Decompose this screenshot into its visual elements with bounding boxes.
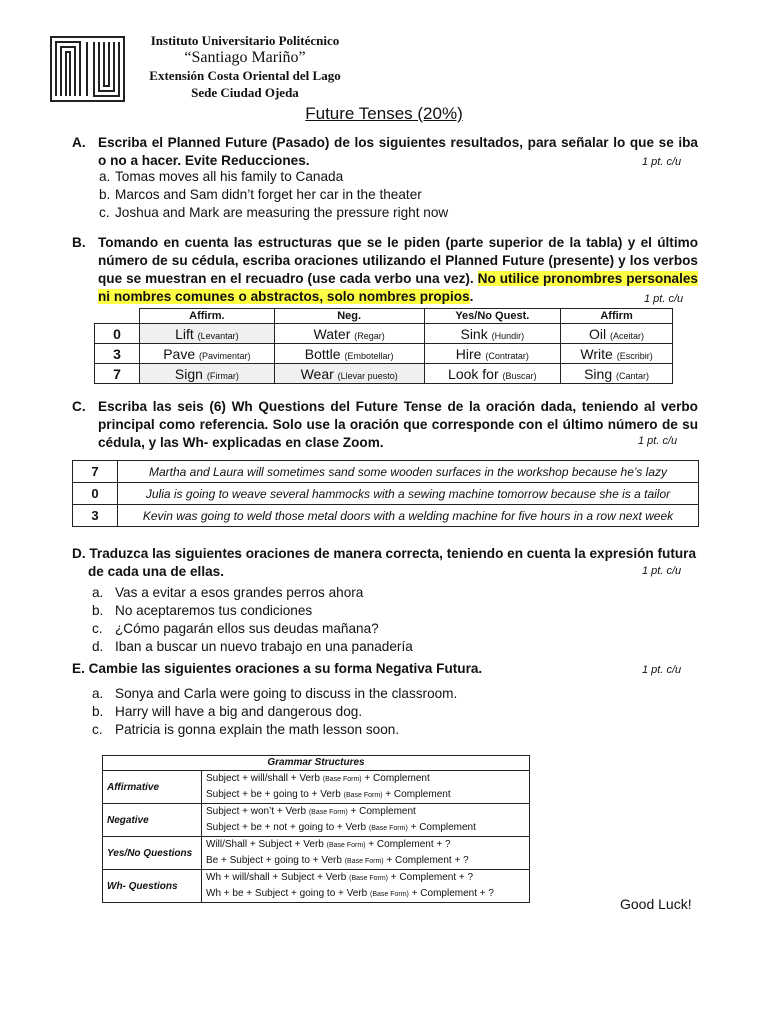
section-e-points: 1 pt. c/u [642,664,682,676]
table-row: 7 Sign (Firmar) Wear (Llevar puesto) Look for (Buscar) Sing (Cantar) [95,364,673,384]
section-a-points: 1 pt. c/u [642,156,682,168]
section-b-highlight: No utilice pronombres personales ni nombres comunes o abstractos, solo nombres propios [98,271,698,304]
section-e-items [92,685,457,739]
table-row: Wh- Questions Wh + will/shall + Subject + Verb (Base Form) + Complement + ? Wh + be + Subject + going to + Verb (Base Form) + Complement + ? [103,870,530,903]
list-item: d. Iban a buscar un nuevo trabajo en una panadería [92,639,413,654]
list-item: b. Harry will have a big and dangerous dog. [92,704,363,719]
institution-campus: Sede Ciudad Ojeda [191,85,299,100]
section-b-points: 1 pt. c/u [644,293,684,305]
table-row: 0 Julia is going to weave several hammocks with a sewing machine tomorrow because she is a tailor [73,483,699,505]
section-a-items [99,168,448,222]
section-d-points: 1 pt. c/u [642,565,682,577]
section-a-letter: A. [72,135,86,150]
table-row: 3 Kevin was going to weld those metal doors with a welding machine for five hours in a row next week [73,505,699,527]
section-e-instruction [72,660,698,678]
section-e-text: E. Cambie las siguientes oraciones a su forma Negativa Futura. [72,661,483,676]
section-a-text: Escriba el Planned Future (Pasado) de los siguientes resultados, para señalar lo que se iba o no a hacer. Evite Reducciones. [98,135,698,168]
list-item: b. No aceptaremos tus condiciones [92,603,313,618]
list-item: a. Tomas moves all his family to Canada [99,169,344,184]
list-item: c. ¿Cómo pagarán ellos sus deudas mañana? [92,621,379,636]
section-d-instruction [72,545,698,581]
institution-name: Instituto Universitario Politécnico [150,33,340,48]
column-header: Neg. [274,309,424,324]
section-b-instruction: B. Tomando en cuenta las estructuras que se le piden (parte superior de la tabla) y el último número de su cédula, escriba oraciones utilizando el Planned Future (presente) y los verbos que se muestran en el recuadro (use cada verbo una vez). No utilice pronombres personales ni nombres comunes o abstractos, solo nombres propios. [72,235,698,304]
closing-text: Good Luck! [620,896,692,912]
table-header-row [103,756,530,771]
institution-subname: “Santiago Mariño” [184,49,306,66]
grammar-title: Grammar Structures [103,756,530,771]
list-item: c. Patricia is gonna explain the math lesson soon. [92,722,400,737]
table-row: Yes/No Questions Will/Shall + Subject + Verb (Base Form) + Complement + ? Be + Subject + going to + Verb (Base Form) + Complement + ? [103,837,530,870]
table-row: 3 Pave (Pavimentar) Bottle (Embotellar) Hire (Contratar) Write (Escribir) [95,344,673,364]
list-item: b. Marcos and Sam didn’t forget her car in the theater [99,187,422,202]
institute-logo [50,36,125,102]
verbs-table [94,308,673,384]
column-header: Affirm [561,309,673,324]
table-row: Affirmative Subject + will/shall + Verb (Base Form) + Complement Subject + be + going to + Verb (Base Form) + Complement [103,771,530,804]
institution-header [120,32,370,101]
section-c-letter: C. [72,399,86,414]
table-row: Negative Subject + won’t + Verb (Base Form) + Complement Subject + be + not + going to + Verb (Base Form) + Complement [103,804,530,837]
table-row: 0 Lift (Levantar) Water (Regar) Sink (Hundir) Oil (Aceitar) [95,324,673,344]
page-title: Future Tenses (20%) [305,104,463,123]
list-item: c. Joshua and Mark are measuring the pressure right now [99,205,449,220]
table-header-row [95,309,673,324]
table-row: 7 Martha and Laura will sometimes sand some wooden surfaces in the workshop because he’s lazy [73,461,699,483]
grammar-structures-table [102,755,530,903]
list-item: a. Vas a evitar a esos grandes perros ahora [92,585,364,600]
section-d-items [92,584,413,656]
institution-extension: Extensión Costa Oriental del Lago [149,68,341,83]
column-header: Affirm. [140,309,275,324]
section-b-text: Tomando en cuenta las estructuras que se le piden (parte superior de la tabla) y el último número de su cédula, escriba oraciones utilizando el Planned Future (presente) y los verbos que se muestran en el recuadro (use cada verbo una vez). [98,235,698,286]
section-c-points: 1 pt. c/u [638,435,678,447]
section-a-instruction [72,134,698,170]
section-c-instruction [72,398,698,452]
column-header: Yes/No Quest. [424,309,561,324]
list-item: a. Sonya and Carla were going to discuss in the classroom. [92,686,458,701]
sentences-table [72,460,699,527]
section-c-text: Escriba las seis (6) Wh Questions del Future Tense de la oración dada, teniendo al verbo principal como referencia. Solo use la oración que corresponde con el último número de su cédula, y las Wh- explicadas en clase Zoom. [98,399,698,450]
section-b-letter: B. [72,235,86,250]
section-d-text: D. Traduzca las siguientes oraciones de manera correcta, teniendo en cuenta la expresión futura de cada una de ellas. [72,546,697,579]
